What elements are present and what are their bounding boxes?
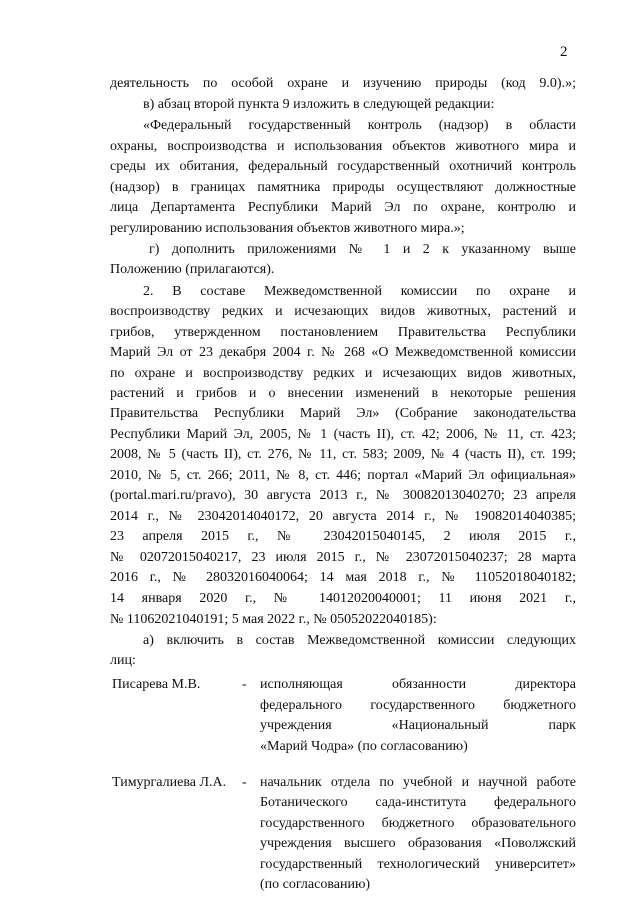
member-role-line: начальник отдела по учебной и научной работе <box>260 775 576 790</box>
text-line: среды их обитания, федеральный государственный охотничий контроль <box>110 159 576 174</box>
text-line: (надзор) в границах памятника природы осуществляют должностные <box>110 180 576 195</box>
member-role-line: Ботанического сада-института федерального <box>260 795 576 810</box>
member-role-line: государственный технологический университет» <box>260 857 576 872</box>
text-line: (portal.mari.ru/pravo), 30 августа 2013 г., № 30082013040270; 23 апреля <box>110 488 576 503</box>
text-line: Марий Эл от 23 декабря 2004 г. № 268 «О Межведомственной комиссии <box>110 345 576 360</box>
text-line: лиц: <box>110 653 136 668</box>
text-line: 2016 г., № 28032016040064; 14 мая 2018 г., № 11052018040182; <box>110 570 576 585</box>
text-line: 23 апреля 2015 г., № 23042015040145, 2 июля 2015 г., <box>110 529 576 544</box>
page-number: 2 <box>560 44 568 60</box>
member-name: Тимургалиева Л.А. <box>112 775 227 790</box>
text-line: а) включить в состав Межведомственной комиссии следующих <box>143 633 576 648</box>
member-role-line: «Марий Чодра» (по согласованию) <box>260 739 468 754</box>
text-line: регулированию использования объектов животного мира.»; <box>110 221 465 236</box>
text-line: Республики Марий Эл, 2005, № 1 (часть II), ст. 42; 2006, № 11, ст. 423; <box>110 427 576 442</box>
member-dash: - <box>242 677 247 692</box>
text-line: в) абзац второй пункта 9 изложить в следующей редакции: <box>143 97 495 112</box>
text-line: грибов, утвержденном постановлением Правительства Республики <box>110 325 576 340</box>
text-line: по охране и воспроизводству редких и исчезающих видов животных, <box>110 366 576 381</box>
text-line: 2. В составе Межведомственной комиссии по охране и <box>143 284 576 299</box>
text-line: Положению (прилагаются). <box>110 262 275 277</box>
text-line: воспроизводству редких и исчезающих видов животных, растений и <box>110 304 576 319</box>
text-line: № 02072015040217, 23 июля 2015 г., № 23072015040237; 28 марта <box>110 550 576 565</box>
text-line: 2014 г., № 23042014040172, 20 августа 2014 г., № 19082014040385; <box>110 509 576 524</box>
member-role-line: федерального государственного бюджетного <box>260 698 576 713</box>
text-line: 2008, № 5 (часть II), ст. 276, № 11, ст. 583; 2009, № 4 (часть II), ст. 199; <box>110 447 576 462</box>
member-dash: - <box>242 775 247 790</box>
text-line: 2010, № 5, ст. 266; 2011, № 8, ст. 446; портал «Марий Эл официальная» <box>110 468 576 483</box>
member-role-line: учреждения «Национальный парк <box>260 718 576 733</box>
member-role-line: (по согласованию) <box>260 877 371 892</box>
text-line: деятельность по особой охране и изучению природы (код 9.0).»; <box>110 76 576 91</box>
member-name: Писарева М.В. <box>112 677 201 692</box>
text-line: г) дополнить приложениями № 1 и 2 к указанному выше <box>149 242 576 257</box>
text-line: № 11062021040191; 5 мая 2022 г., № 05052022040185): <box>110 612 437 627</box>
text-line: Правительства Республики Марий Эл» (Собрание законодательства <box>110 406 576 421</box>
member-role-line: учреждения высшего образования «Поволжский <box>260 836 576 851</box>
text-line: лица Департамента Республики Марий Эл по охране, контролю и <box>110 200 576 215</box>
text-line: 14 января 2020 г., № 14012020040001; 11 июня 2021 г., <box>110 591 576 606</box>
text-line: растений и грибов и о внесении изменений в некоторые решения <box>110 386 576 401</box>
member-role-line: государственного бюджетного образовательного <box>260 816 576 831</box>
member-role-line: исполняющая обязанности директора <box>260 677 576 692</box>
text-line: охраны, воспроизводства и использования объектов животного мира и <box>110 139 576 154</box>
text-line: «Федеральный государственный контроль (надзор) в области <box>143 118 576 133</box>
